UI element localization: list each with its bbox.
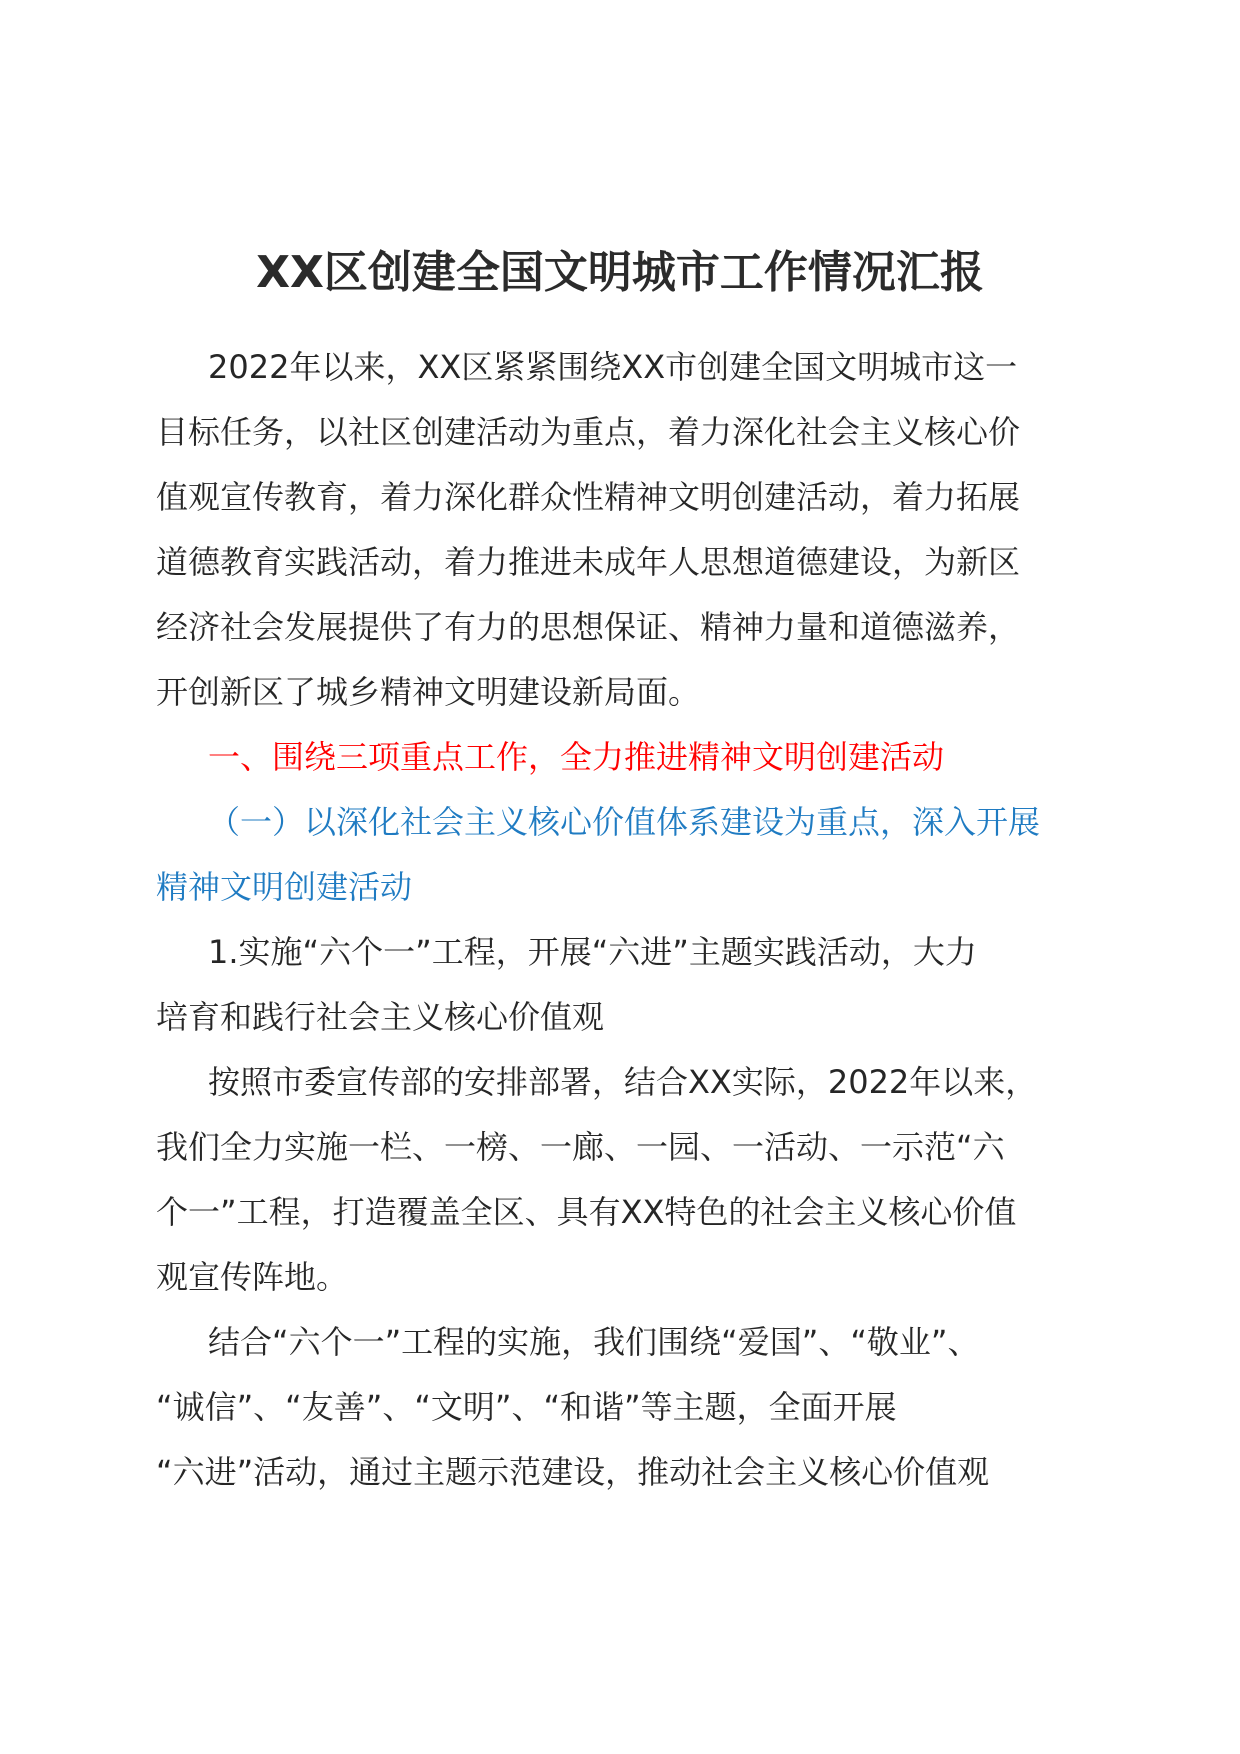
paragraph-3-line-3: “六进”活动，通过主题示范建设，推动社会主义核心价值观 (156, 1453, 990, 1491)
paragraph-intro-line-1: 2022年以来，XX区紧紧围绕XX市创建全国文明城市这一 (208, 348, 1018, 386)
paragraph-3-line-1: 结合“六个一”工程的实施，我们围绕“爱国”、“敬业”、 (208, 1323, 980, 1361)
paragraph-3-line-2: “诚信”、“友善”、“文明”、“和谐”等主题，全面开展 (156, 1388, 897, 1426)
paragraph-intro-line-2: 目标任务，以社区创建活动为重点，着力深化社会主义核心价 (156, 413, 1021, 451)
document-title: XX区创建全国文明城市工作情况汇报 (256, 247, 984, 298)
item-heading-1-line-1: 1.实施“六个一”工程，开展“六进”主题实践活动，大力 (208, 933, 977, 971)
paragraph-intro-line-5: 经济社会发展提供了有力的思想保证、精神力量和道德滋养， (156, 608, 1021, 646)
paragraph-2-line-1: 按照市委宣传部的安排部署，结合XX实际，2022年以来， (208, 1063, 1038, 1101)
subsection-heading-1-line-1: （一）以深化社会主义核心价值体系建设为重点，深入开展 (208, 803, 1041, 841)
paragraph-2-line-3: 个一”工程，打造覆盖全区、具有XX特色的社会主义核心价值 (156, 1193, 1017, 1231)
paragraph-2-line-4: 观宣传阵地。 (156, 1258, 349, 1296)
item-heading-1-line-2: 培育和践行社会主义核心价值观 (156, 998, 605, 1036)
section-heading-1: 一、围绕三项重点工作，全力推进精神文明创建活动 (208, 738, 945, 776)
paragraph-2-line-2: 我们全力实施一栏、一榜、一廊、一园、一活动、一示范“六 (156, 1128, 1005, 1166)
document-body (156, 335, 1096, 1505)
paragraph-intro-line-3: 值观宣传教育，着力深化群众性精神文明创建活动，着力拓展 (156, 478, 1021, 516)
subsection-heading-1-line-2: 精神文明创建活动 (156, 868, 413, 906)
paragraph-intro-line-6: 开创新区了城乡精神文明建设新局面。 (156, 673, 701, 711)
paragraph-intro-line-4: 道德教育实践活动，着力推进未成年人思想道德建设，为新区 (156, 543, 1021, 581)
